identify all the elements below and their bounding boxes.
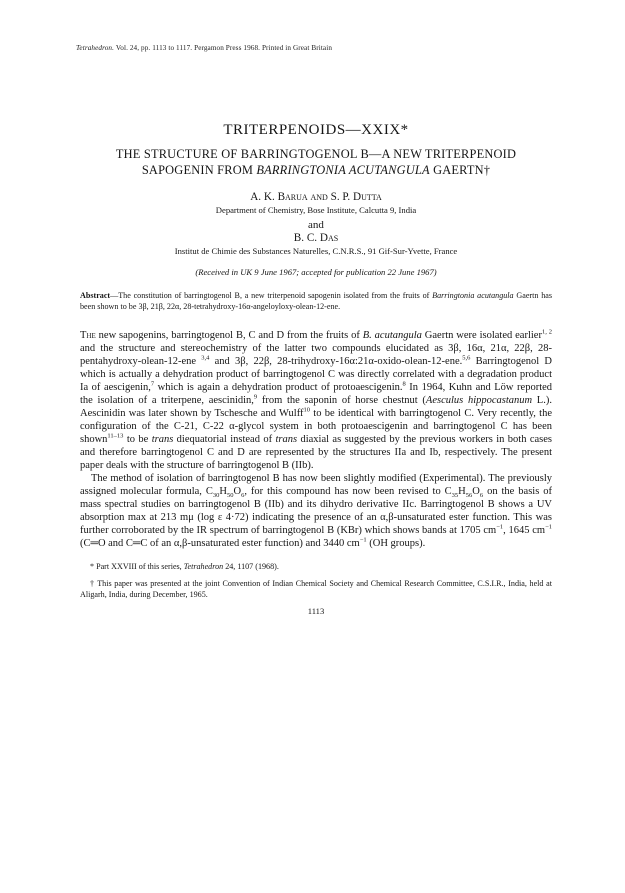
journal-ref: Tetrahedron	[183, 562, 224, 571]
text: (C═O and C═C of an α,β-unsaturated ester function) and 3440 cm	[80, 538, 360, 549]
series-title: TRITERPENOIDS—XXIX*	[223, 122, 409, 138]
authors-primary: A. K. Barua and S. P. Dutta	[250, 191, 382, 203]
subscript: 35	[451, 492, 459, 500]
text: to be identical with barringtogenol C. Very recently, the configuration of the C-21, C-22 α-glycol system in both protoaescigenin and barringtogenol C has been shown	[80, 408, 552, 445]
subscript: 50	[226, 492, 234, 500]
text: new sapogenins, barringtogenol B, C and D from the fruits of	[98, 330, 363, 341]
authors-secondary: B. C. Das	[293, 232, 339, 244]
text: 24, 1107 (1968).	[223, 562, 279, 571]
subscript: 30	[212, 492, 220, 500]
text: on the basis of mass spectral studies on barringtogenol B (IIb) and its dihydro derivative IIc. Barringtogenol B shows a UV absorption max at 213 mμ (log ε 4·72) indicating the presence of an α,β-unsaturated ester function. This was further corroborated by the IR spectrum of barringtogenol B (KBr) which shows bands at 1705 cm	[80, 486, 552, 536]
footnote-series	[80, 561, 552, 572]
citation: 11–13	[107, 432, 124, 440]
title-text-end: GAERTN†	[429, 162, 491, 177]
text: diequatorial instead of	[173, 434, 276, 445]
abstract-species: Barringtonia acutangula	[432, 291, 514, 300]
dropcap-word: The	[80, 330, 96, 341]
text: H	[219, 486, 227, 497]
text: H	[458, 486, 466, 497]
abstract-text-end: Gaertn has been shown to be 3β, 21β, 22α, 28-tetrahydroxy-16α-angeloyloxy-olean-12-ene.	[80, 291, 552, 311]
article-title-line2	[80, 163, 552, 179]
title-species: BARRINGTONIA ACUTANGULA	[256, 162, 430, 177]
superscript: −1	[496, 523, 504, 531]
text: and the structure and stereochemistry of the latter two compounds elucidated as 3β, 16α, 21α, 22β, 28-pentahydroxy-olean-12-ene	[80, 343, 552, 367]
subscript: 6	[479, 492, 484, 500]
paragraph-2	[80, 472, 552, 550]
journal-name: Tetrahedron.	[76, 44, 115, 52]
journal-header	[76, 44, 552, 52]
citation: 8	[402, 380, 406, 388]
text: which is again a dehydration product of protoaescigenin.	[154, 382, 403, 393]
citation: 7	[150, 380, 155, 388]
citation: 5,6	[462, 354, 471, 362]
abstract-label: Abstract	[80, 291, 111, 300]
text: to be	[123, 434, 152, 445]
text: O	[233, 486, 242, 497]
italic-term: trans	[275, 434, 298, 445]
text: diaxial as suggested by the previous workers in both cases and therefore barringtogenol C and D are represented by the structures IIa and Ib, respectively. The present paper deals with the structure of barringtogenol B (IIb).	[80, 434, 553, 471]
affiliation-secondary: Institut de Chimie des Substances Naturelles, C.N.R.S., 91 Gif-Sur-Yvette, France	[174, 246, 458, 256]
and-separator: and	[308, 219, 324, 231]
species-name: Aesculus hippocastanum	[425, 395, 533, 406]
text: (OH groups).	[366, 538, 426, 549]
citation: 1, 2	[541, 328, 552, 336]
abstract	[80, 290, 552, 312]
article-title	[80, 147, 552, 178]
text: L.). Aescinidin was later shown by Tschesche and Wulff	[80, 395, 552, 419]
text: Barringtogenol D which is actually a dehydration product of barringtogenol C was directly correlated with a degradation product Ia of aescigenin,	[80, 356, 552, 393]
text: , for this compound has now been revised to C	[244, 486, 452, 497]
text: from the saponin of horse chestnut (	[257, 395, 426, 406]
text: O	[472, 486, 480, 497]
text: In 1964, Kuhn and Löw reported the isolation of a triterpene, aescinidin,	[80, 382, 553, 406]
citation: 9	[253, 393, 258, 401]
body-text	[80, 329, 552, 550]
received-dates: (Received in UK 9 June 1967; accepted for publication 22 June 1967)	[195, 267, 437, 277]
superscript: −1	[359, 536, 367, 544]
superscript: −1	[545, 523, 552, 531]
citation: 3,4	[201, 354, 210, 362]
paper-page	[76, 44, 553, 616]
text: * Part XXVIII of this series,	[90, 562, 184, 571]
species-name: B. acutangula	[362, 330, 422, 341]
subscript: 6	[241, 492, 245, 500]
journal-info: Vol. 24, pp. 1113 to 1117. Pergamon Press 1968. Printed in Great Britain	[115, 44, 333, 52]
subscript: 56	[465, 492, 473, 500]
paragraph-1	[80, 329, 552, 472]
article-title-line1: THE STRUCTURE OF BARRINGTOGENOL B—A NEW TRITERPENOID	[115, 147, 517, 161]
text: Gaertn were isolated earlier	[421, 330, 542, 341]
title-text: SAPOGENIN FROM	[141, 162, 257, 177]
text: and 3β, 22β, 28-trihydroxy-16α:21α-oxido-olean-12-ene.	[209, 356, 463, 367]
italic-term: trans	[151, 434, 174, 445]
footnote-convention: † This paper was presented at the joint Convention of Indian Chemical Society and Chemical Research Committee, C.S.I.R., India, held at Aligarh, India, during December, 1965.	[80, 579, 552, 599]
page-number: 1113	[307, 606, 325, 616]
text: , 1645 cm	[503, 525, 546, 536]
text: The method of isolation of barringtogenol B has now been slightly modified (Experimental). The previously assigned molecular formula, C	[80, 473, 552, 497]
abstract-text: —The constitution of barringtogenol B, a new triterpenoid sapogenin isolated from the fruits of	[110, 291, 433, 300]
footnotes	[80, 561, 552, 600]
citation: 10	[303, 406, 311, 414]
affiliation-primary: Department of Chemistry, Bose Institute, Calcutta 9, India	[215, 205, 417, 215]
